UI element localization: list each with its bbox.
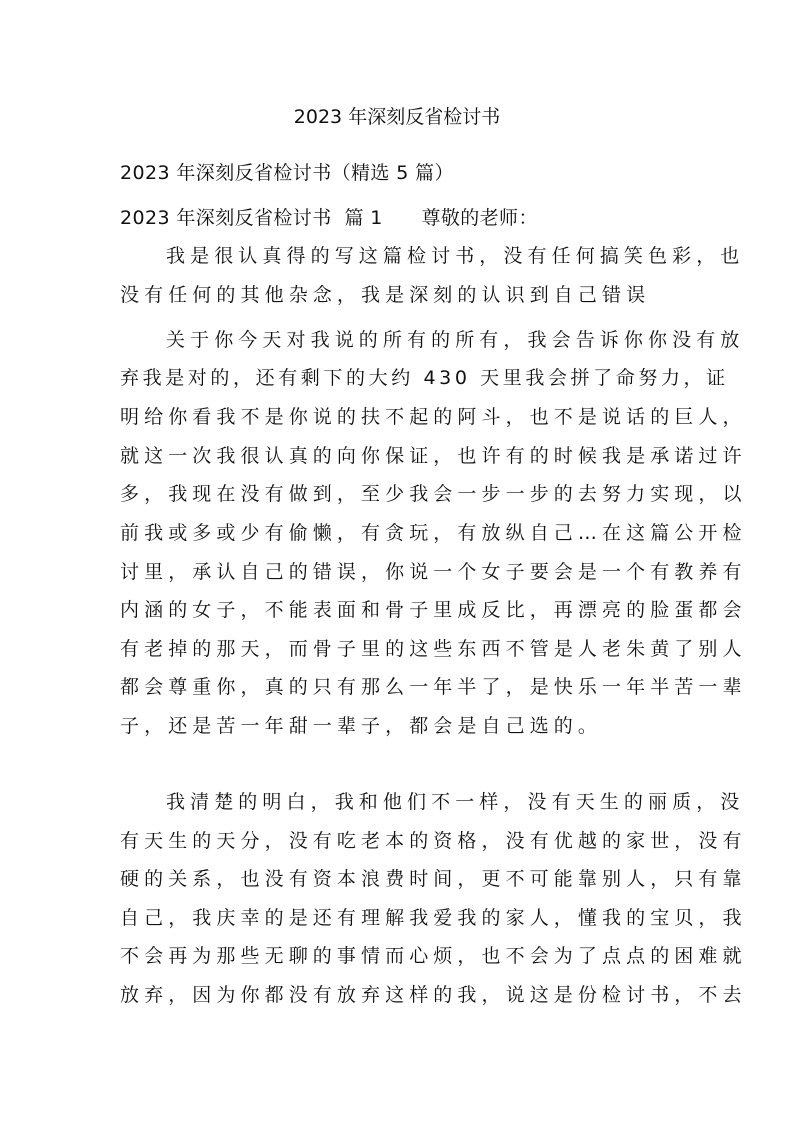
paragraph-line: 内涵的女子，不能表面和骨子里成反比，再漂亮的脸蛋都会 bbox=[120, 599, 747, 621]
paragraph-line: 子，还是苦一年甜一辈子，都会是自己选的。 bbox=[120, 715, 603, 737]
document-title: 2023 年深刻反省检讨书 bbox=[293, 106, 501, 128]
paragraph-line: 前我或多或少有偷懒，有贪玩，有放纵自己…在这篇公开检 bbox=[120, 522, 747, 544]
paragraph-line: 有天生的天分，没有吃老本的资格，没有优越的家世，没有 bbox=[120, 830, 747, 852]
paragraph-line: 都会尊重你，真的只有那么一年半了，是快乐一年半苦一辈 bbox=[120, 676, 747, 698]
paragraph-line: 我是很认真得的写这篇检讨书，没有任何搞笑色彩，也 bbox=[166, 245, 745, 267]
paragraph-line: 硬的关系，也没有资本浪费时间，更不可能靠别人，只有靠 bbox=[120, 868, 747, 890]
paragraph-line: 放弃，因为你都没有放弃这样的我，说这是份检讨书，不去 bbox=[120, 984, 747, 1006]
paragraph-line: 关于你今天对我说的所有的所有，我会告诉你你没有放 bbox=[166, 329, 745, 351]
paragraph-line: 讨里，承认自己的错误，你说一个女子要会是一个有教养有 bbox=[120, 561, 747, 583]
paragraph-line: 没有任何的其他杂念，我是深刻的认识到自己错误 bbox=[120, 284, 651, 306]
paragraph-line: 弃我是对的，还有剩下的大约 430 天里我会拼了命努力，证 bbox=[120, 367, 729, 389]
paragraph-line: 有老掉的那天，而骨子里的这些东西不管是人老朱黄了别人 bbox=[120, 638, 747, 660]
paragraph-line: 多，我现在没有做到，至少我会一步一步的去努力实现，以 bbox=[120, 483, 747, 505]
paragraph-line: 不会再为那些无聊的事情而心烦，也不会为了点点的困难就 bbox=[120, 945, 747, 967]
paragraph-line: 明给你看我不是你说的扶不起的阿斗，也不是说话的巨人， bbox=[120, 406, 747, 428]
paragraph-line: 自己，我庆幸的是还有理解我爱我的家人，懂我的宝贝，我 bbox=[120, 907, 747, 929]
paragraph-line: 我清楚的明白，我和他们不一样，没有天生的丽质，没 bbox=[166, 791, 745, 813]
paragraph-line: 就这一次我很认真的向你保证，也许有的时候我是承诺过许 bbox=[120, 445, 747, 467]
document-subtitle: 2023 年深刻反省检讨书（精选 5 篇） bbox=[120, 162, 454, 184]
section-heading: 2023 年深刻反省检讨书 篇 1 尊敬的老师： bbox=[120, 207, 538, 229]
